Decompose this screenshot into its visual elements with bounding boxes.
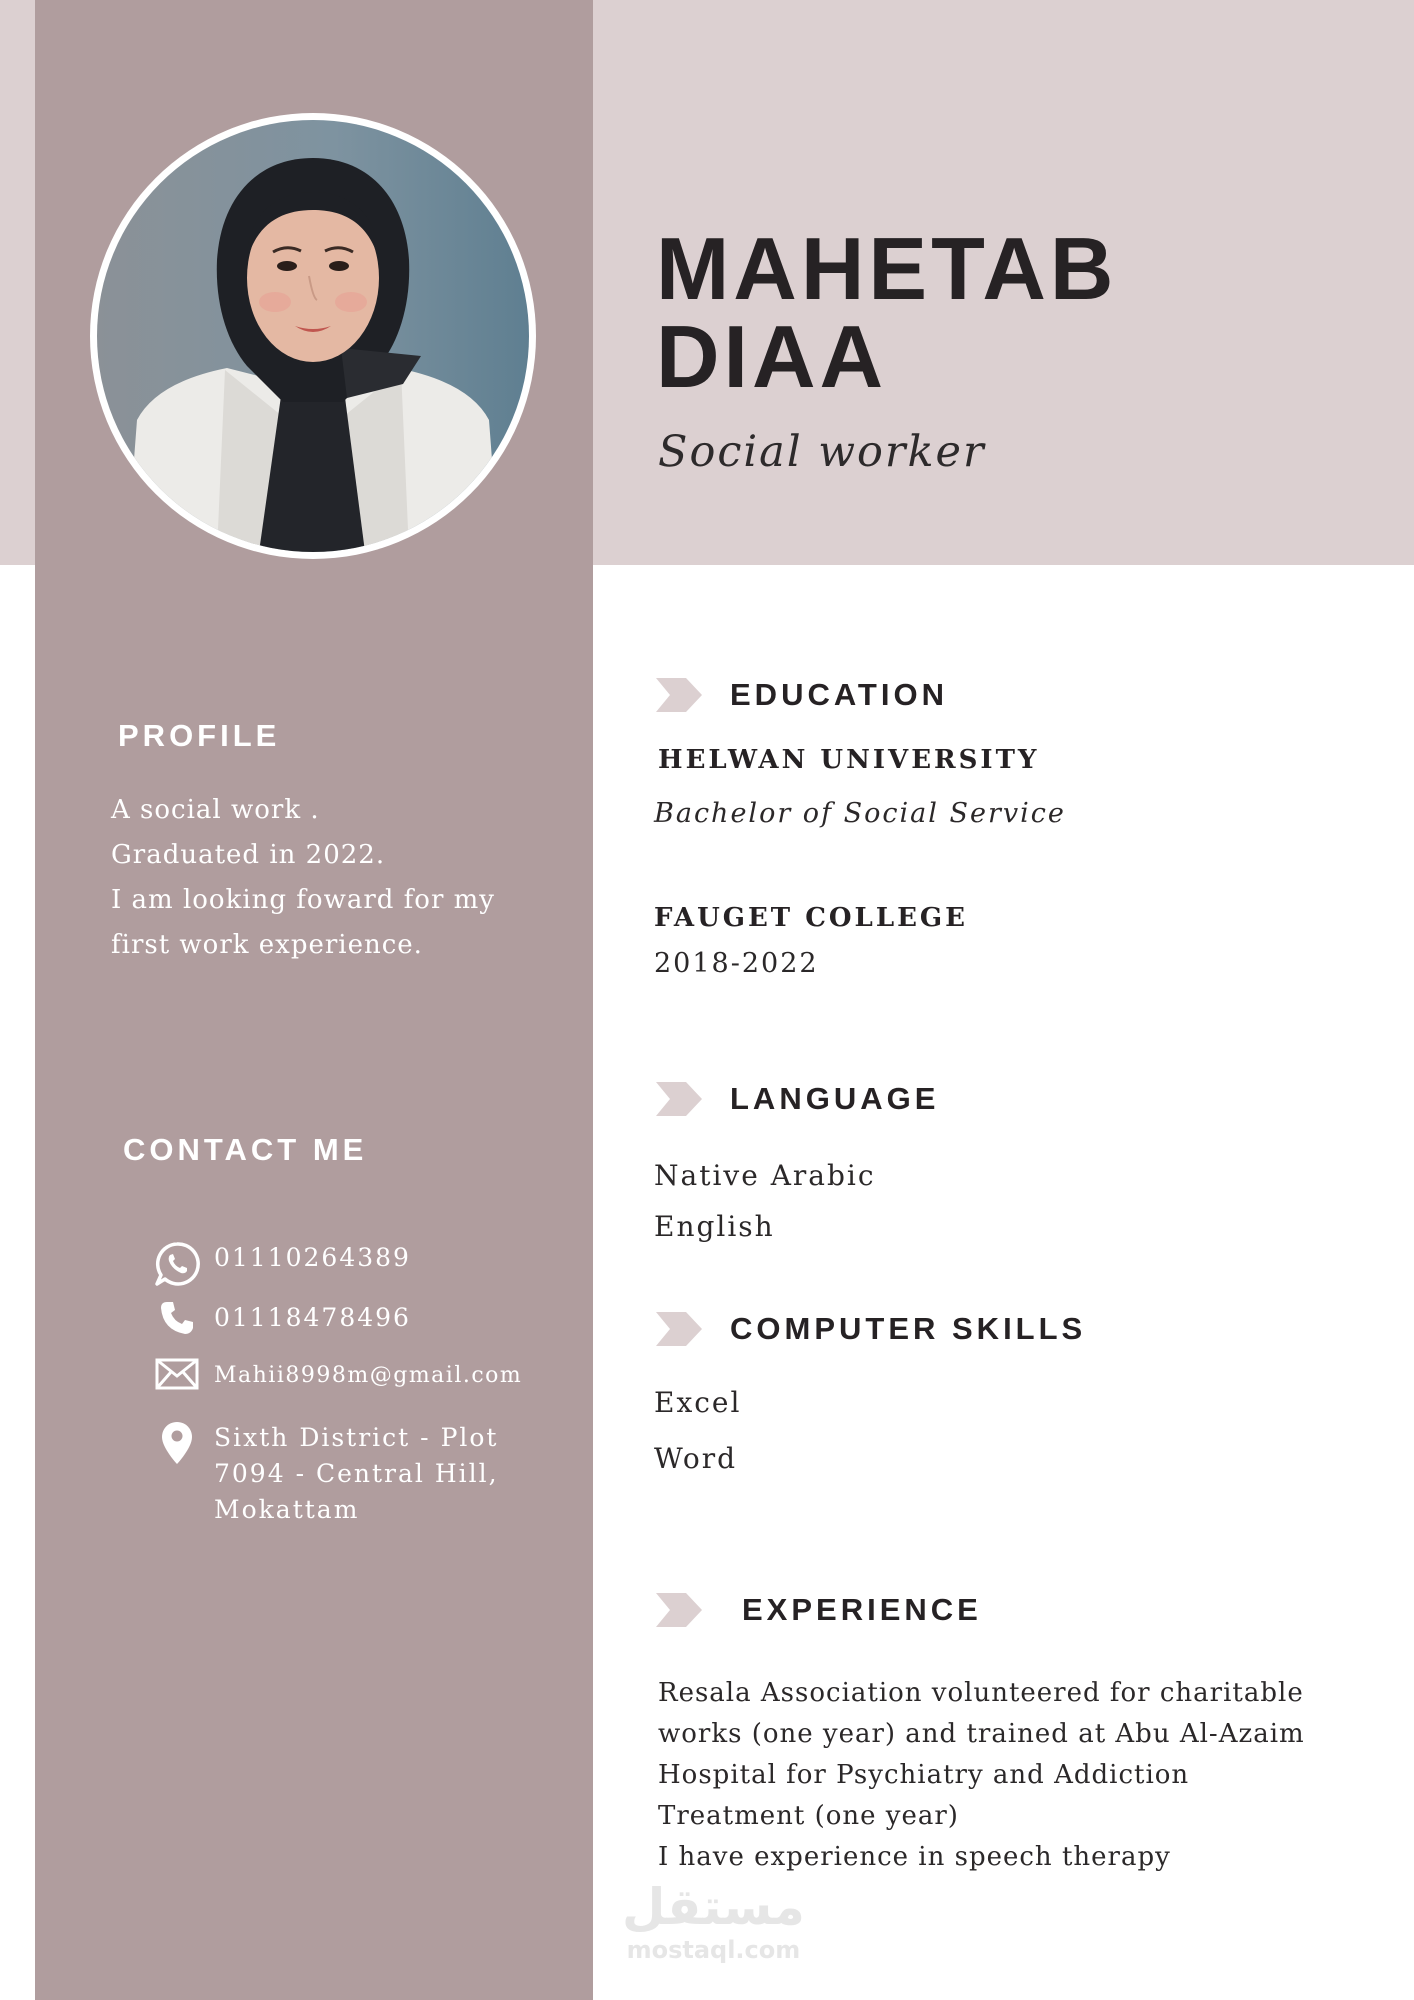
profile-line: Graduated in 2022. — [111, 840, 386, 870]
experience-description — [658, 1673, 1318, 1878]
education-header — [656, 676, 948, 714]
name-line-2: DIAA — [656, 307, 888, 406]
watermark-latin: mostaql.com — [626, 1936, 801, 1964]
profile-photo — [90, 113, 536, 559]
mostaql-watermark — [622, 1878, 805, 1964]
experience-line: Hospital for Psychiatry and Addiction — [658, 1760, 1190, 1790]
computer-skills-list — [654, 1375, 741, 1487]
watermark-arabic: مستقل — [622, 1878, 805, 1936]
language-header — [656, 1080, 939, 1118]
education-school: HELWAN UNIVERSITY — [658, 745, 1040, 775]
experience-line: Resala Association volunteered for charitable — [658, 1678, 1304, 1708]
education-heading: EDUCATION — [730, 677, 948, 712]
email-address[interactable]: Mahii8998m@gmail.com — [214, 1363, 523, 1388]
profile-line: A social work . — [111, 795, 320, 825]
phone-icon — [159, 1300, 195, 1336]
chevron-marker-icon — [656, 1080, 704, 1118]
education-detail: 2018-2022 — [654, 948, 819, 979]
education-detail: Bachelor of Social Service — [654, 798, 1066, 829]
skill-item: Word — [654, 1442, 738, 1475]
language-heading: LANGUAGE — [730, 1081, 940, 1116]
phone-number[interactable]: 01118478496 — [214, 1303, 411, 1332]
computer-skills-header — [656, 1310, 1086, 1348]
contact-whatsapp — [140, 1240, 411, 1288]
experience-heading: EXPERIENCE — [742, 1592, 982, 1627]
envelope-icon — [155, 1358, 199, 1390]
portrait-image — [97, 120, 529, 552]
chevron-marker-icon — [656, 1310, 704, 1348]
experience-line: works (one year) and trained at Abu Al-Azaim — [658, 1719, 1305, 1749]
address-line: Mokattam — [214, 1495, 360, 1524]
contact-address — [140, 1420, 544, 1528]
computer-skills-heading: COMPUTER SKILLS — [730, 1311, 1087, 1346]
profile-line: I am looking foward for my — [111, 885, 495, 915]
profile-summary — [111, 788, 551, 968]
chevron-marker-icon — [656, 1591, 704, 1629]
candidate-name — [656, 219, 1118, 406]
education-school: FAUGET COLLEGE — [654, 903, 968, 933]
name-line-1: MAHETAB — [656, 219, 1118, 318]
whatsapp-number[interactable]: 01110264389 — [214, 1243, 411, 1272]
language-item: English — [654, 1210, 775, 1243]
experience-line: I have experience in speech therapy — [658, 1842, 1171, 1872]
location-pin-icon — [160, 1420, 194, 1466]
address-line: 7094 - Central Hill, — [214, 1459, 499, 1488]
job-title: Social worker — [658, 427, 986, 477]
chevron-marker-icon — [656, 676, 704, 714]
language-item: Native Arabic — [654, 1159, 876, 1192]
profile-line: first work experience. — [111, 930, 423, 960]
whatsapp-icon — [153, 1240, 201, 1288]
contact-heading: CONTACT ME — [123, 1132, 368, 1167]
experience-header — [656, 1591, 982, 1629]
contact-phone — [140, 1300, 411, 1336]
skill-item: Excel — [654, 1386, 742, 1419]
profile-heading: PROFILE — [118, 718, 281, 753]
contact-email — [140, 1358, 522, 1394]
language-list — [654, 1150, 876, 1252]
address-line: Sixth District - Plot — [214, 1423, 499, 1452]
experience-line: Treatment (one year) — [658, 1801, 959, 1831]
address — [214, 1420, 544, 1528]
